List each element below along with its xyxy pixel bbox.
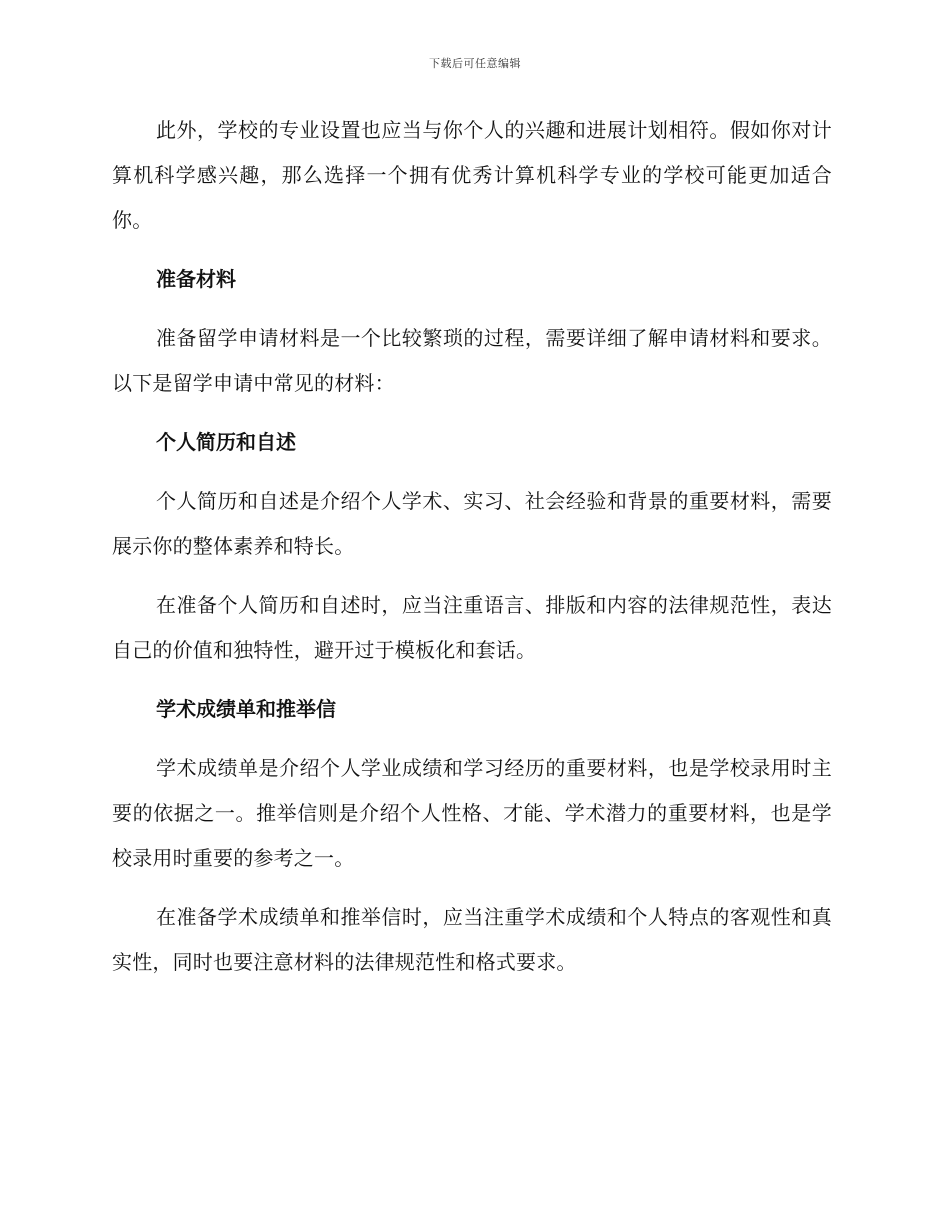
heading-prepare-materials: 准备材料: [156, 267, 236, 291]
paragraph-transcript-recommendation: 学术成绩单是介绍个人学业成绩和学习经历的重要材料，也是学校录用时主要的依据之一。推举信则是介绍个人性格、才能、学术潜力的重要材料，也是学校录用时重要的参考之一。: [112, 756, 832, 870]
paragraph-resume-tips: 在准备个人简历和自述时，应当注重语言、排版和内容的法律规范性，表达自己的价值和独特性，避开过于模板化和套话。: [112, 593, 832, 662]
paragraph-major-fit: 此外，学校的专业设置也应当与你个人的兴趣和进展计划相符。假如你对计算机科学感兴趣，那么选择一个拥有优秀计算机科学专业的学校可能更加适合你。: [112, 118, 832, 232]
heading-resume-statement: 个人简历和自述: [156, 430, 296, 454]
header-note: 下载后可任意编辑: [429, 57, 521, 70]
paragraph-resume-purpose: 个人简历和自述是介绍个人学术、实习、社会经验和背景的重要材料，需要展示你的整体素养和特长。: [112, 489, 832, 558]
document-body: [112, 108, 832, 999]
paragraph-materials-intro: 准备留学申请材料是一个比较繁琐的过程，需要详细了解申请材料和要求。以下是留学申请中常见的材料：: [112, 326, 832, 395]
paragraph-transcript-tips: 在准备学术成绩单和推举信时，应当注重学术成绩和个人特点的客观性和真实性，同时也要注意材料的法律规范性和格式要求。: [112, 905, 832, 974]
heading-transcript-recommendation: 学术成绩单和推举信: [156, 697, 336, 721]
